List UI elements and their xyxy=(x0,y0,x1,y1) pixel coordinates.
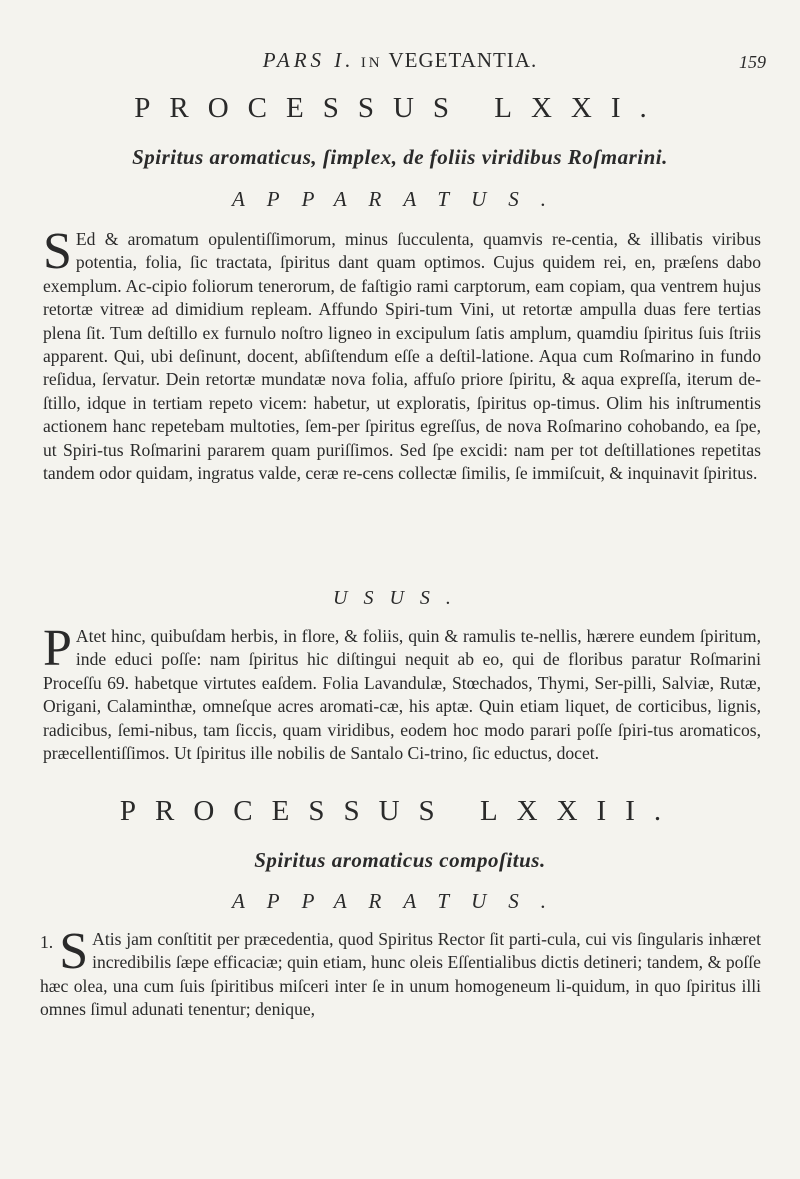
running-head-pars: PARS I. xyxy=(262,48,355,72)
drop-capital: S xyxy=(59,923,89,980)
apparatus-text: Ed & aromatum opulentiſſimorum, minus ſucculenta, quamvis re-centia, & illibatis viribus potentia, folia, ſic tractata, ſpiritus dant quam optimos. Cujus quidem rei, en, præſens dabo exemplum. Ac-cipio foliorum tenerorum, de faſtigio rami carptorum, eam copiam, qua ventrem hujus retortæ vitreæ ad dimidium repleam. Affundo Spiri-tum Vini, ut retortæ ampulla duas fere tertias plena ſit. Tum deſtillo ex furnulo noſtro ligneo in excipulum ſatis amplum, quamdiu ſpiritus ſuis ſtriis apparent. Qui, ubi deſinunt, docent, abſiſtendum eſſe a deſtil-latione. Aqua cum Roſmarino in fundo reſidua, ſervatur. Dein retortæ mundatæ nova folia, affuſo priore ſpiritu, & aqua expreſſa, iterum de-ſtillo, idque in tertiam repeto vicem: habetur, ut exploratis, ſpiritus op-timus. Olim his inſtrumentis actionem hanc repetebam multoties, ſem-per ſpiritus egreſſus, de nova Roſmarino cohobando, ea ſpe, ut Spiri-tus Roſmarini pararem quam puriſſimos. Sed ſpe excidi: nam per tot deſtillationes repetitas tandem odor quidam, ingratus valde, ceræ re-cens collectæ ſimilis, ſe immiſcuit, & inquinavit ſpiritus. xyxy=(43,229,761,484)
running-head-in: IN xyxy=(360,55,383,71)
drop-capital: P xyxy=(43,620,72,677)
processus-subtitle: Spiritus aromaticus compoſitus. xyxy=(254,848,546,872)
running-head xyxy=(0,48,800,73)
usus-heading: USUS. xyxy=(333,587,467,609)
processus-subtitle: Spiritus aromaticus, ſimplex, de foliis viridibus Roſmarini. xyxy=(132,145,668,169)
processus-title: PROCESSUS LXXI. xyxy=(134,92,666,124)
apparatus-paragraph xyxy=(43,223,761,485)
apparatus-heading: APPARATUS. xyxy=(231,889,569,913)
usus-text: Atet hinc, quibuſdam herbis, in flore, & foliis, quin & ramulis te-nellis, hærere eundem ſpiritum, inde educi poſſe: nam ſpiritus hic diſtingui nequit ab eo, qui de floribus paratur Roſmarini Proceſſu 69. habetque virtutes eaſdem. Folia Lavandulæ, Stœchados, Thymi, Ser-pilli, Salviæ, Rutæ, Origani, Calaminthæ, omneſque acres aromati-cæ, his aptæ. Quin etiam liquet, de corticibus, lignis, radicibus, ſemi-nibus, tam ſiccis, quam viridibus, eodem hoc modo parari poſſe ſpiri-tus aromaticos, præcellentiſſimos. Ut ſpiritus ille nobilis de Santalo Ci-trino, ſic eductus, docet. xyxy=(43,626,761,764)
item-number: 1. xyxy=(40,932,54,952)
running-head-vegetantia: VEGETANTIA. xyxy=(388,48,538,72)
drop-capital: S xyxy=(43,223,72,280)
apparatus-heading: APPARATUS. xyxy=(231,187,569,211)
processus-title: PROCESSUS LXXII. xyxy=(119,795,681,827)
apparatus-text: Atis jam conſtitit per præcedentia, quod Spiritus Rector ſit parti-cula, cui vis ſingularis inhæret incredibilis ſæpe efficaciæ; quin etiam, hunc oleis Eſſentialibus dictis detineri; tandem, & poſſe hæc olea, una cum ſuis ſpiritibus miſceri inter ſe in unum homogeneum li-quidum, in quo ſpiritus illi omnes ſimul adunati tenentur; denique, xyxy=(40,929,761,1020)
page-number: 159 xyxy=(739,52,766,72)
apparatus-paragraph xyxy=(40,923,761,1022)
usus-paragraph xyxy=(43,620,761,765)
